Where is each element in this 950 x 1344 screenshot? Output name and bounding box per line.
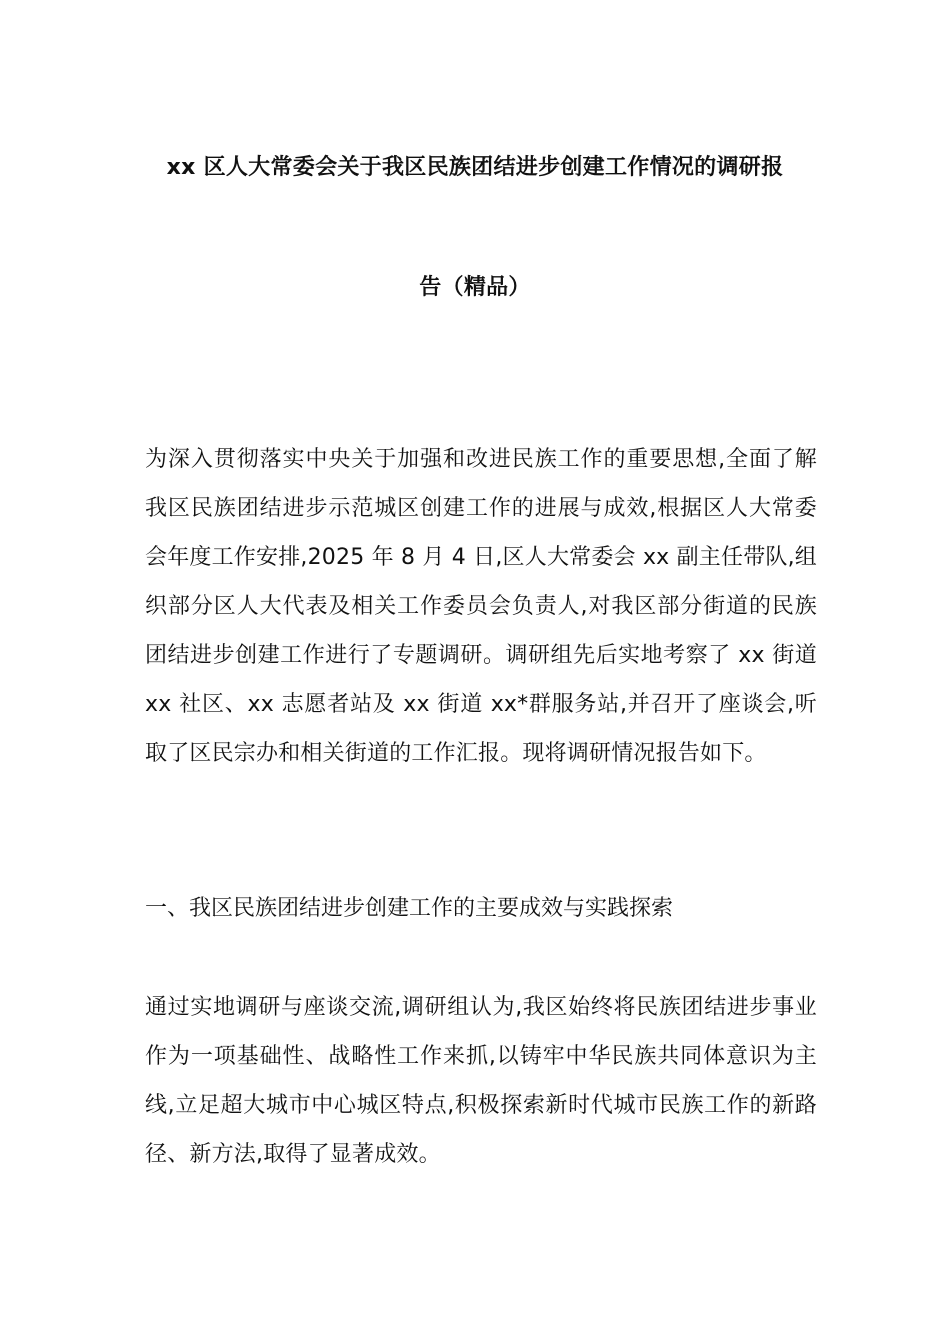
section-1-paragraph: 通过实地调研与座谈交流,调研组认为,我区始终将民族团结进步事业作为一项基础性、战略性工作来抓,以铸牢中华民族共同体意识为主线,立足超大城市中心城区特点,积极探索新时代城市民族工作的新路径、新方法,取得了显著成效。	[145, 995, 817, 1167]
document-title-line-2: 告（精品）	[419, 275, 531, 300]
document-title-line-1: xx 区人大常委会关于我区民族团结进步创建工作情况的调研报	[166, 155, 784, 180]
section-1-heading: 一、我区民族团结进步创建工作的主要成效与实践探索	[145, 896, 674, 921]
intro-paragraph: 为深入贯彻落实中央关于加强和改进民族工作的重要思想,全面了解我区民族团结进步示范城区创建工作的进展与成效,根据区人大常委会年度工作安排,2025 年 8 月 4 日,区人大常委会 xx 副主任带队,组织部分区人大代表及相关工作委员会负责人,对我区部分街道的民族团结进步创建工作进行了专题调研。调研组先后实地考察了 xx 街道 xx 社区、xx 志愿者站及 xx 街道 xx*群服务站,并召开了座谈会,听取了区民宗办和相关街道的工作汇报。现将调研情况报告如下。	[145, 447, 817, 766]
